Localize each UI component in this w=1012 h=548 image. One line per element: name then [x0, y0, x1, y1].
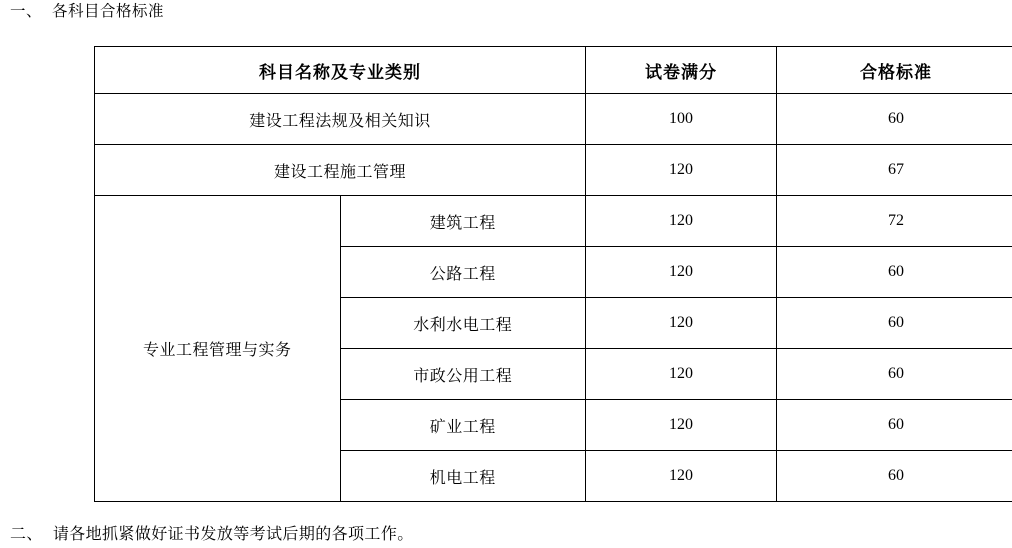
specialty-name: 机电工程: [340, 451, 586, 502]
row-full-score: 120: [586, 451, 777, 502]
header-pass-standard: 合格标准: [777, 47, 1012, 94]
row-full-score: 120: [586, 247, 777, 298]
section-heading-number: 一、: [10, 3, 43, 20]
row-pass-standard: 60: [777, 451, 1012, 502]
specialty-name: 公路工程: [340, 247, 586, 298]
specialty-name: 建筑工程: [340, 196, 586, 247]
row-full-score: 120: [586, 145, 777, 196]
row-pass-standard: 60: [777, 94, 1012, 145]
row-subject: 建设工程施工管理: [95, 145, 586, 196]
row-subject: 建设工程法规及相关知识: [95, 94, 586, 145]
table-row: [95, 196, 1012, 247]
specialty-name: 市政公用工程: [340, 349, 586, 400]
footnote: [10, 525, 414, 545]
table-row: [95, 145, 1012, 196]
grades-table: [94, 46, 1012, 502]
section-heading-text: 各科目合格标准: [52, 3, 165, 20]
specialty-name: 水利水电工程: [340, 298, 586, 349]
header-full-score: 试卷满分: [586, 47, 777, 94]
row-pass-standard: 60: [777, 349, 1012, 400]
group-label: 专业工程管理与实务: [95, 196, 341, 502]
row-pass-standard: 60: [777, 298, 1012, 349]
specialty-name: 矿业工程: [340, 400, 586, 451]
row-pass-standard: 67: [777, 145, 1012, 196]
row-full-score: 100: [586, 94, 777, 145]
header-subject: 科目名称及专业类别: [95, 47, 586, 94]
row-pass-standard: 60: [777, 247, 1012, 298]
footnote-number: 二、: [10, 526, 43, 543]
row-full-score: 120: [586, 349, 777, 400]
row-pass-standard: 60: [777, 400, 1012, 451]
table-row: [95, 94, 1012, 145]
row-pass-standard: 72: [777, 196, 1012, 247]
section-heading: [10, 2, 164, 22]
table-header: [95, 47, 1012, 94]
table-body: [95, 94, 1012, 502]
table-header-row: [95, 47, 1012, 94]
footnote-text: 请各地抓紧做好证书发放等考试后期的各项工作。: [52, 526, 414, 543]
row-full-score: 120: [586, 196, 777, 247]
row-full-score: 120: [586, 298, 777, 349]
row-full-score: 120: [586, 400, 777, 451]
